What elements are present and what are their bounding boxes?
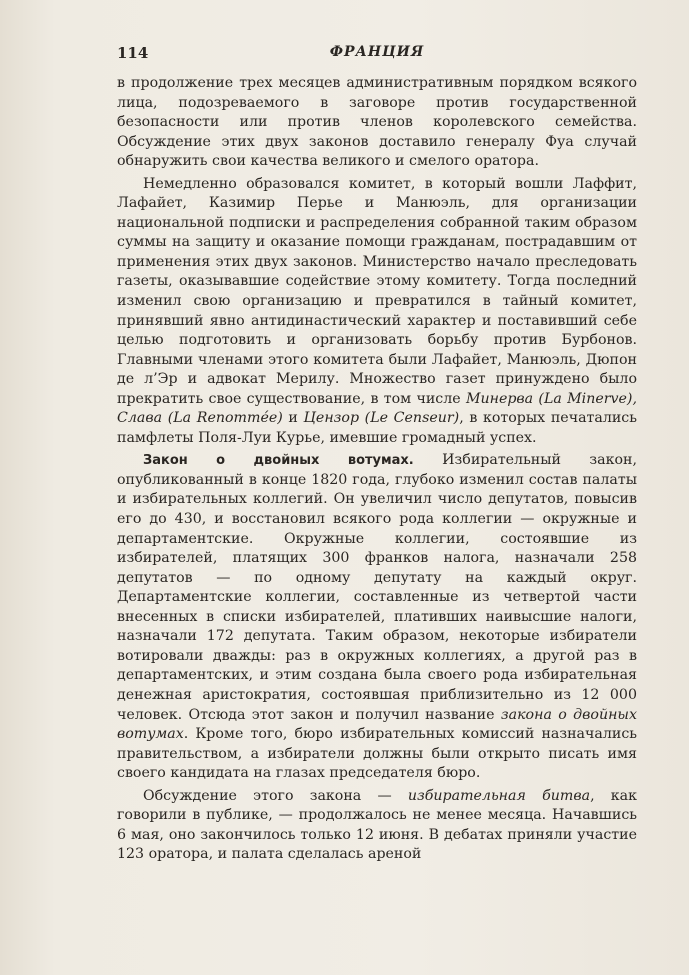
paragraph-3 (117, 451, 637, 783)
page-header (117, 44, 637, 68)
paragraph-4-italic-term: избирательная битва (407, 787, 591, 804)
paragraph-3-italic-term: закона о двойных вотумах (117, 706, 637, 743)
paragraph-4-text-b: , как говорили в публике, — продолжалось не менее месяца. Начавшись 6 мая, оно закончилось только 12 июня. В дебатах приняли участие 123 оратора, и палата сделалась ареной (117, 787, 638, 863)
section-heading: Закон о двойных вотумах. (143, 453, 414, 469)
paragraph-2-italic-titles: Минерва (La Minerve), Слава (La Renommée) (117, 390, 637, 427)
running-title: ФРАНЦИЯ (329, 44, 425, 60)
paragraph-3-text-a: Избирательный закон, опубликованный в конце 1820 года, глубоко изменил состав палаты и избирательных коллегий. Он увеличил число депутатов, повысив его до 430, и восстановил всякого рода коллегии — окружные и департаментские. Окружные коллегии, состоявшие из избирателей, платящих 300 франков налога, назначали 258 депутатов — по одному депутату на каждый округ. Департаментские коллегии, составленные из четвертой части внесенных в списки избирателей, плативших наивысшие налоги, назначали 172 депутата. Таким образом, некоторые избиратели вотировали дважды: раз в окружных коллегиях, а другой раз в департаментских, и этим создана была своего рода избирательная денежная аристократия, состоявшая приблизительно из 12 000 человек. Отсюда этот закон и получил название (117, 452, 637, 723)
body-text (117, 74, 637, 865)
paragraph-4-text-a: Обсуждение этого закона — (143, 787, 408, 804)
paragraph-2 (117, 175, 637, 449)
paragraph-1 (117, 74, 637, 172)
paragraph-1-text: в продолжение трех месяцев административным порядком всякого лица, подозреваемого в заговоре против государственной безопасности или против членов королевского семейства. Обсуждение этих двух законов доставило генералу Фуа случай обнаружить свои качества великого и смелого оратора. (117, 75, 637, 170)
page-number: 114 (117, 44, 149, 62)
paragraph-3-text-b: . Кроме того, бюро избирательных комиссий назначались правительством, а избиратели должны были открыто писать имя своего кандидата на глазах председателя бюро. (117, 726, 637, 782)
paragraph-2-text-c: , в которых печатались памфлеты Поля-Луи Курье, имевшие громадный успех. (117, 410, 637, 446)
paragraph-4 (117, 787, 637, 865)
paragraph-2-text-b: и (282, 410, 304, 427)
paragraph-2-text-a: Немедленно образовался комитет, в который вошли Лаффит, Лафайет, Казимир Перье и Манюэль, для организации национальной подписки и распределения собранной таким образом суммы на защиту и оказание помощи гражданам, пострадавшим от применения этих двух законов. Министерство начало преследовать газеты, оказывавшие содействие этому комитету. Тогда последний изменил свою организацию и превратился в тайный комитет, принявший явно антидинастический характер и поставивший себе целью подготовить и организовать борьбу против Бурбонов. Главными членами этого комитета были Лафайет, Манюэль, Дюпон де л’Эр и адвокат Мерилу. Множество газет принуждено было прекратить свое существование, в том числе (117, 175, 637, 407)
paragraph-2-italic-censeur: Цензор (Le Censeur) (303, 410, 460, 427)
